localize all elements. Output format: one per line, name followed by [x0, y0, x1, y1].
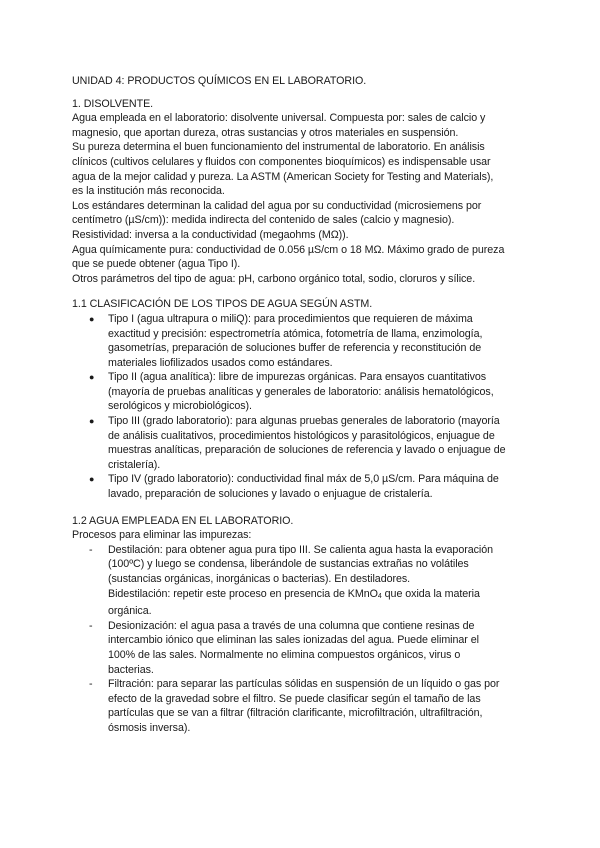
list-item-line: bacterias. — [108, 663, 154, 676]
dash-icon: - — [89, 619, 93, 632]
list-item-line: gasometrías, preparación de soluciones buffer de referencia y reconstitución de — [108, 342, 482, 355]
list-item-line: lavado, preparación de soluciones y lavado o enjuague de cristalería. — [108, 488, 433, 501]
list-item-line: Tipo IV (grado laboratorio): conductividad final máx de 5,0 µS/cm. Para máquina de — [108, 473, 499, 486]
list-item-line: intercambio iónico que eliminan las sales ionizadas del agua. Puede eliminar el — [108, 634, 479, 647]
section-clasificacion — [72, 297, 528, 501]
paragraph-line: Agua químicamente pura: conductividad de 0.056 µS/cm o 18 MΩ. Máximo grado de pureza — [72, 243, 505, 256]
bullet-icon: ● — [89, 474, 95, 485]
list-item-line: muestras analíticas, preparación de soluciones de referencia y lavado o enjuague de — [108, 444, 506, 457]
list-item — [72, 312, 528, 370]
subscript: 4 — [377, 592, 382, 600]
dash-icon: - — [89, 543, 93, 556]
list-item-line: materiales liofilizados usados como estándares. — [108, 356, 333, 369]
list-item-desionizacion — [72, 619, 528, 677]
list-item-line: exactitud y precisión: espectrometría atómica, fotometría de llama, enzimología, — [108, 327, 483, 340]
bidestilacion-line — [108, 587, 528, 605]
list-item — [72, 472, 528, 501]
list-item-line: (sustancias orgánicas, inorgánicas o bacterias). En destiladores. — [108, 573, 411, 585]
processes-list — [72, 543, 528, 736]
list-item-line: Destilación: para obtener agua pura tipo III. Se calienta agua hasta la evaporación — [108, 543, 494, 556]
list-item-line: serológicos y microbiológicos). — [108, 400, 252, 413]
paragraph-line: Los estándares determinan la calidad del agua por su conductividad (microsiemens por — [72, 199, 482, 212]
paragraph-line: clínicos (cultivos celulares y fluidos con componentes bioquímicos) es indispensable usar — [72, 155, 491, 168]
list-item-line: (mayoría de pruebas analíticas y generales de laboratorio: análisis hematológicos, — [108, 385, 494, 398]
section-intro: Procesos para eliminar las impurezas: — [72, 529, 252, 542]
list-item-line: Tipo II (agua analítica): libre de impurezas orgánicas. Para ensayos cuantitativos — [108, 371, 487, 384]
paragraph-line: Resistividad: inversa a la conductividad (megaohms (MΩ)). — [72, 228, 349, 241]
list-item-line: ósmosis inversa). — [108, 721, 191, 734]
list-item-line: Tipo III (grado laboratorio): para algunas pruebas generales de laboratorio (mayoría — [108, 415, 500, 428]
list-item — [72, 370, 528, 414]
list-item-line: Desionización: el agua pasa a través de una columna que contiene resinas de — [108, 619, 475, 632]
paragraph-line: Otros parámetros del tipo de agua: pH, carbono orgánico total, sodio, cloruros y sílice. — [72, 272, 476, 285]
section-heading: 1.2 AGUA EMPLEADA EN EL LABORATORIO. — [72, 514, 294, 527]
paragraph-line: magnesio, que aportan dureza, otras sustancias y otros materiales en suspensión. — [72, 126, 459, 139]
paragraph-line: Agua empleada en el laboratorio: disolvente universal. Compuesta por: sales de calcio y — [72, 112, 486, 125]
bullet-icon: ● — [89, 372, 95, 383]
list-item-line: efecto de la gravedad sobre el filtro. Se puede clasificar según el tamaño de las — [108, 692, 481, 705]
bullet-icon: ● — [89, 416, 95, 427]
list-item-line: Filtración: para separar las partículas sólidas en suspensión de un líquido o gas por — [108, 678, 500, 691]
list-item-line: de análisis cualitativos, procedimientos histológicos y parasitológicos, enjuague de — [108, 429, 495, 442]
dash-icon: - — [89, 678, 93, 691]
list-item-line: cristalería). — [108, 458, 161, 471]
bidestilacion-text-end: que oxida la materia — [381, 587, 480, 600]
paragraph-line: que se puede obtener (agua Tipo I). — [72, 258, 241, 271]
list-item-line: (100ºC) y luego se condensa, liberándole de sustancias extrañas no volátiles — [108, 558, 469, 571]
bidestilacion-text: Bidestilación: repetir este proceso en presencia de KMnO — [108, 587, 378, 600]
paragraph-line: centímetro (µS/cm)): medida indirecta del contenido de sales (calcio y magnesio). — [72, 214, 455, 227]
paragraph-line: agua de la mejor calidad y pureza. La ASTM (American Society for Testing and Materials), — [72, 170, 494, 183]
document-title: UNIDAD 4: PRODUCTOS QUÍMICOS EN EL LABORATORIO. — [72, 75, 367, 87]
section-heading: 1. DISOLVENTE. — [72, 97, 154, 110]
section-agua-empleada — [72, 514, 528, 736]
list-item — [72, 414, 528, 472]
section-heading: 1.1 CLASIFICACIÓN DE LOS TIPOS DE AGUA SEGÚN ASTM. — [72, 298, 373, 311]
bullet-icon: ● — [89, 313, 95, 324]
list-item-line: Tipo I (agua ultrapura o miliQ): para procedimientos que requieren de máxima — [108, 312, 473, 325]
paragraph-line: Su pureza determina el buen funcionamiento del instrumental de laboratorio. En análisis — [72, 141, 485, 154]
section-disolvente — [72, 97, 528, 287]
list-item-line: 100% de las sales. Normalmente no elimina compuestos orgánicos, virus o — [108, 648, 461, 661]
list-item-line: orgánica. — [108, 605, 152, 618]
paragraph-line: es la institución más reconocida. — [72, 185, 225, 198]
list-item-filtracion — [72, 677, 528, 735]
list-item-line: partículas que se van a filtrar (filtración clarificante, microfiltración, ultrafiltración, — [108, 707, 483, 720]
water-types-list — [72, 312, 528, 502]
document-body — [72, 74, 528, 736]
list-item-destilacion — [72, 543, 528, 619]
